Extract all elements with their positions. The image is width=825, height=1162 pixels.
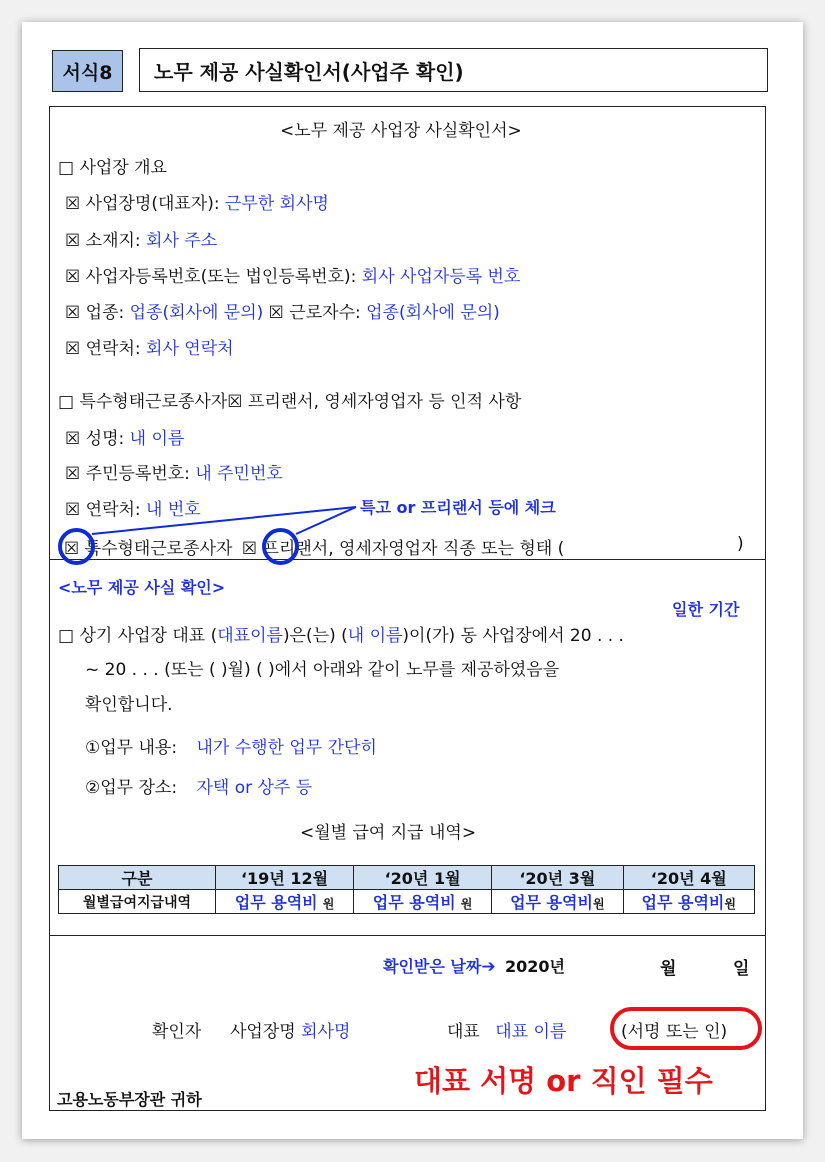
confirmation-line-2: ~ 20 . . . (또는 ( )월) ( )에서 아래와 같이 노무를 제공하였음을 [85,660,560,680]
date-month: 월 [660,959,677,979]
pay-table-header-row [59,866,755,890]
pay-cell [623,890,754,914]
workplace-address-label: ☒ 소재지: [65,231,141,251]
confirmation-line-3: 확인합니다. [85,695,173,715]
pay-cell-unit: 원 [592,897,605,911]
pay-header-month: ‘20년 1월 [354,866,492,890]
type-freelance-label: ☒ 프리랜서, 영세자영업자 직종 또는 형태 ( [241,539,565,559]
form-number-tag: 서식8 [52,50,123,92]
person-name-value: 내 이름 [129,429,185,449]
addressee: 고용노동부장관 귀하 [57,1090,202,1109]
pay-header-month: ‘19년 12월 [216,866,354,890]
pay-cell-value: 업무 용역비 [641,893,725,912]
pay-cell-value: 업무 용역비 [510,893,593,912]
person-name-label: ☒ 성명: [65,429,125,449]
date-year: 2020년 [504,957,565,976]
monthly-pay-table [58,865,755,914]
pay-cell [354,890,492,914]
my-name-value: 내 이름 [347,626,403,646]
place-label: ②업무 장소: [85,778,178,798]
person-info-title: □ 특수형태근로종사자☒ 프리랜서, 영세자영업자 등 인적 사항 [58,392,522,412]
pay-cell-unit: 원 [724,897,736,911]
arrow-icon: ➔ [481,957,496,977]
pay-cell [216,890,354,914]
period-hint-annotation: 일한 기간 [672,600,740,619]
document-title: 노무 제공 사실확인서(사업주 확인) [139,48,768,92]
workplace-name-label: ☒ 사업장명(대표자): [65,194,220,214]
representative-row [447,1017,566,1042]
industry-label: ☒ 업종: [65,303,125,323]
workers-label: ☒ 근로자수: [268,303,361,323]
place-row [85,773,312,798]
pay-cell [492,890,623,914]
pointer-line-special [92,507,356,534]
person-rrn-value: 내 주민번호 [195,464,283,484]
workers-value: 업종(회사에 문의) [366,303,500,323]
workplace-name-value: 근무한 회사명 [225,194,329,214]
person-contact-value: 내 번호 [146,500,201,520]
company-value: 회사명 [301,1022,351,1042]
worker-type-row [64,534,564,559]
signature-highlight-oval [610,1007,762,1050]
workplace-contact-value: 회사 연락처 [146,339,234,359]
type-special-label: ☒ 특수형태근로종사자 [64,539,233,559]
person-contact-label: ☒ 연락처: [65,500,141,520]
signature-label: (서명 또는 인) [621,1022,728,1042]
workplace-overview-title: □ 사업장 개요 [58,158,167,178]
workplace-regno-label: ☒ 사업자등록번호(또는 법인등록번호): [65,267,357,287]
workplace-regno-value: 회사 사업자등록 번호 [361,267,521,287]
date-day: 일 [733,959,750,979]
highlight-circle-freelance [262,528,299,565]
workplace-contact-label: ☒ 연락처: [65,339,141,359]
signature-required-note: 대표 서명 or 직인 필수 [414,1064,713,1098]
pay-cell-unit: 원 [322,897,335,911]
workplace-address-value: 회사 주소 [146,231,218,251]
representative-label: 대표 [447,1022,480,1042]
duty-label: ①업무 내용: [85,738,178,758]
date-hint-annotation: 확인받은 날짜 [383,957,482,976]
company-label: 사업장명 [230,1022,296,1042]
confirmer-label: 확인자 [152,1022,202,1042]
pay-table-row [59,890,755,914]
confirmation-line-1 [58,621,624,646]
representative-value: 대표 이름 [495,1022,567,1042]
type-close-paren: ) [737,534,744,554]
pay-cell-value: 업무 용역비 [372,893,456,912]
pay-header-category: 구분 [59,866,216,890]
pay-cell-unit: 원 [460,897,473,911]
person-rrn-label: ☒ 주민등록번호: [65,464,190,484]
section-heading-confirmation: <노무 제공 사실 확인> [58,578,226,597]
pay-table-heading: <월별 급여 지급 내역> [300,823,477,843]
line1-prefix: □ 상기 사업장 대표 ( [58,626,218,646]
duty-value: 내가 수행한 업무 간단히 [196,738,377,758]
section-heading-workplace: <노무 제공 사업장 사실확인서> [280,121,522,141]
company-row [230,1017,350,1042]
pay-header-month: ‘20년 3월 [492,866,623,890]
highlight-circle-special [58,528,95,565]
place-value: 자택 or 상주 등 [196,778,313,798]
pay-row-label: 월별급여지급내역 [59,890,216,914]
rep-name-value: 대표이름 [217,626,283,646]
date-row [383,954,565,977]
pay-cell-value: 업무 용역비 [234,893,318,912]
duty-row [85,733,377,758]
industry-value: 업종(회사에 문의) [129,303,264,323]
pay-header-month: ‘20년 4월 [623,866,754,890]
check-hint-annotation: 특고 or 프리랜서 등에 체크 [360,498,556,517]
line1-mid: )은(는) ( [282,626,348,646]
line1-suffix: )이(가) 동 사업장에서 20 . . . [402,626,624,646]
